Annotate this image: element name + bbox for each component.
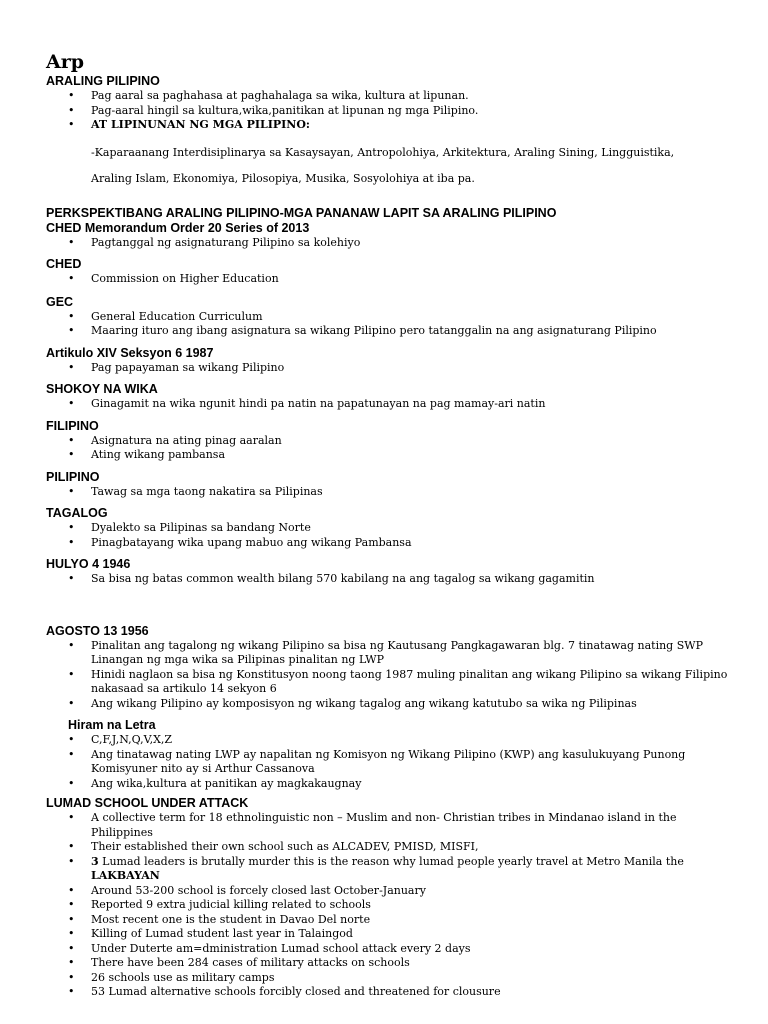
section-heading-hulyo: HULYO 4 1946 <box>46 557 131 571</box>
bold-text: LAKBAYAN <box>91 869 160 882</box>
bold-number: 3 <box>91 854 99 868</box>
bold-text: AT LIPINUNAN NG MGA PILIPINO: <box>91 118 310 131</box>
bullet-list <box>46 434 736 463</box>
list-item: • Ating wikang pambansa <box>46 448 736 463</box>
list-item: • Ang wika,kultura at panitikan ay magkakaugnay <box>46 777 736 792</box>
section-heading-shokoy: SHOKOY NA WIKA <box>46 382 158 396</box>
paragraph: -Kaparaanang Interdisiplinarya sa Kasaysayan, Antropolohiya, Arkitektura, Araling Sining, Lingguistika, <box>91 145 675 159</box>
list-item: • 53 Lumad alternative schools forcibly closed and threatened for clousure <box>46 985 736 1000</box>
list-item: • Pagtanggal ng asignaturang Pilipino sa kolehiyo <box>46 236 736 251</box>
paragraph: Araling Islam, Ekonomiya, Pilosopiya, Musika, Sosyolohiya at iba pa. <box>91 171 475 185</box>
list-item-text: Lumad leaders is brutally murder this is the reason why lumad people yearly travel at Metro Manila the <box>98 854 684 868</box>
list-item: • Maaring ituro ang ibang asignatura sa wikang Pilipino pero tatanggalin na ang asignaturang Pilipino <box>46 324 736 339</box>
bullet-list <box>46 310 736 339</box>
list-item: • Pag aaral sa paghahasa at paghahalaga sa wika, kultura at lipunan. <box>46 89 736 104</box>
bullet-list <box>46 272 736 287</box>
list-item: • Pinagbatayang wika upang mabuo ang wikang Pambansa <box>46 536 736 551</box>
bullet-list <box>46 397 736 412</box>
list-item: • Around 53-200 school is forcely closed last October-January <box>46 884 736 899</box>
list-item: • C,F,J,N,Q,V,X,Z <box>46 733 736 748</box>
list-item: • Ang tinatawag nating LWP ay napalitan ng Komisyon ng Wikang Pilipino (KWP) ang kasulukuyang Punong Komisyuner nito ay si Arthur Cassanova <box>46 748 736 777</box>
list-item: • Commission on Higher Education <box>46 272 736 287</box>
list-item: • 26 schools use as military camps <box>46 971 736 986</box>
section-heading-artikulo: Artikulo XIV Seksyon 6 1987 <box>46 345 214 360</box>
bullet-list <box>46 733 736 791</box>
bullet-list <box>46 361 736 376</box>
list-item: • Under Duterte am=dministration Lumad school attack every 2 days <box>46 942 736 957</box>
bullet-list <box>46 485 736 500</box>
section-heading-agosto: AGOSTO 13 1956 <box>46 623 149 638</box>
list-item: • Hinidi naglaon sa bisa ng Konstitusyon noong taong 1987 muling pinalitan ang wikang Pilipino sa wikang Filipino nakasaad sa artikulo 14 sekyon 6 <box>46 668 736 697</box>
bullet-list <box>46 811 736 1000</box>
list-item: • General Education Curriculum <box>46 310 736 325</box>
bullet-list <box>46 521 736 550</box>
section-heading-araling-pilipino: ARALING PILIPINO <box>46 74 160 88</box>
list-item: • Ang wikang Pilipino ay komposisyon ng wikang tagalog ang wikang katutubo sa wika ng Pilipinas <box>46 697 736 712</box>
list-item: • Ginagamit na wika ngunit hindi pa natin na papatunayan na pag mamay-ari natin <box>46 397 736 412</box>
section-heading-hiram-na-letra: Hiram na Letra <box>68 718 156 732</box>
section-heading-pilipino: PILIPINO <box>46 469 100 484</box>
list-item <box>46 855 736 884</box>
section-heading-tagalog: TAGALOG <box>46 506 108 520</box>
section-heading-lumad-school: LUMAD SCHOOL UNDER ATTACK <box>46 796 249 810</box>
document-title: Arp <box>46 51 85 73</box>
section-heading-ched: CHED <box>46 257 82 271</box>
document-page <box>46 50 736 1000</box>
list-item: • Dyalekto sa Pilipinas sa bandang Norte <box>46 521 736 536</box>
section-heading-gec: GEC <box>46 294 74 309</box>
bullet-list <box>46 236 736 251</box>
bullet-list <box>46 89 736 133</box>
list-item: • Tawag sa mga taong nakatira sa Pilipinas <box>46 485 736 500</box>
list-item: • Asignatura na ating pinag aaralan <box>46 434 736 449</box>
section-heading-perkspektibang: PERKSPEKTIBANG ARALING PILIPINO-MGA PANANAW LAPIT SA ARALING PILIPINO <box>46 205 557 220</box>
list-item: • Pag-aaral hingil sa kultura,wika,panitikan at lipunan ng mga Pilipino. <box>46 104 736 119</box>
list-item <box>46 118 736 133</box>
bullet-list <box>46 572 736 587</box>
list-item: • Killing of Lumad student last year in Talaingod <box>46 927 736 942</box>
bullet-list <box>46 639 736 712</box>
list-item: • Sa bisa ng batas common wealth bilang 570 kabilang na ang tagalog sa wikang gagamitin <box>46 572 736 587</box>
list-item: • Most recent one is the student in Davao Del norte <box>46 913 736 928</box>
list-item: • Pinalitan ang tagalong ng wikang Pilipino sa bisa ng Kautusang Pangkagawaran blg. 7 tinatawag nating SWP Linangan ng mga wika sa Pilipinas pinalitan ng LWP <box>46 639 736 668</box>
list-item: • There have been 284 cases of military attacks on schools <box>46 956 736 971</box>
list-item: • Reported 9 extra judicial killing related to schools <box>46 898 736 913</box>
section-heading-ched-memorandum: CHED Memorandum Order 20 Series of 2013 <box>46 220 310 235</box>
list-item: • Pag papayaman sa wikang Pilipino <box>46 361 736 376</box>
list-item: • Their established their own school such as ALCADEV, PMISD, MISFI, <box>46 840 736 855</box>
list-item: • A collective term for 18 ethnolinguistic non – Muslim and non- Christian tribes in Mindanao island in the Philippines <box>46 811 736 840</box>
section-heading-filipino: FILIPINO <box>46 418 99 433</box>
